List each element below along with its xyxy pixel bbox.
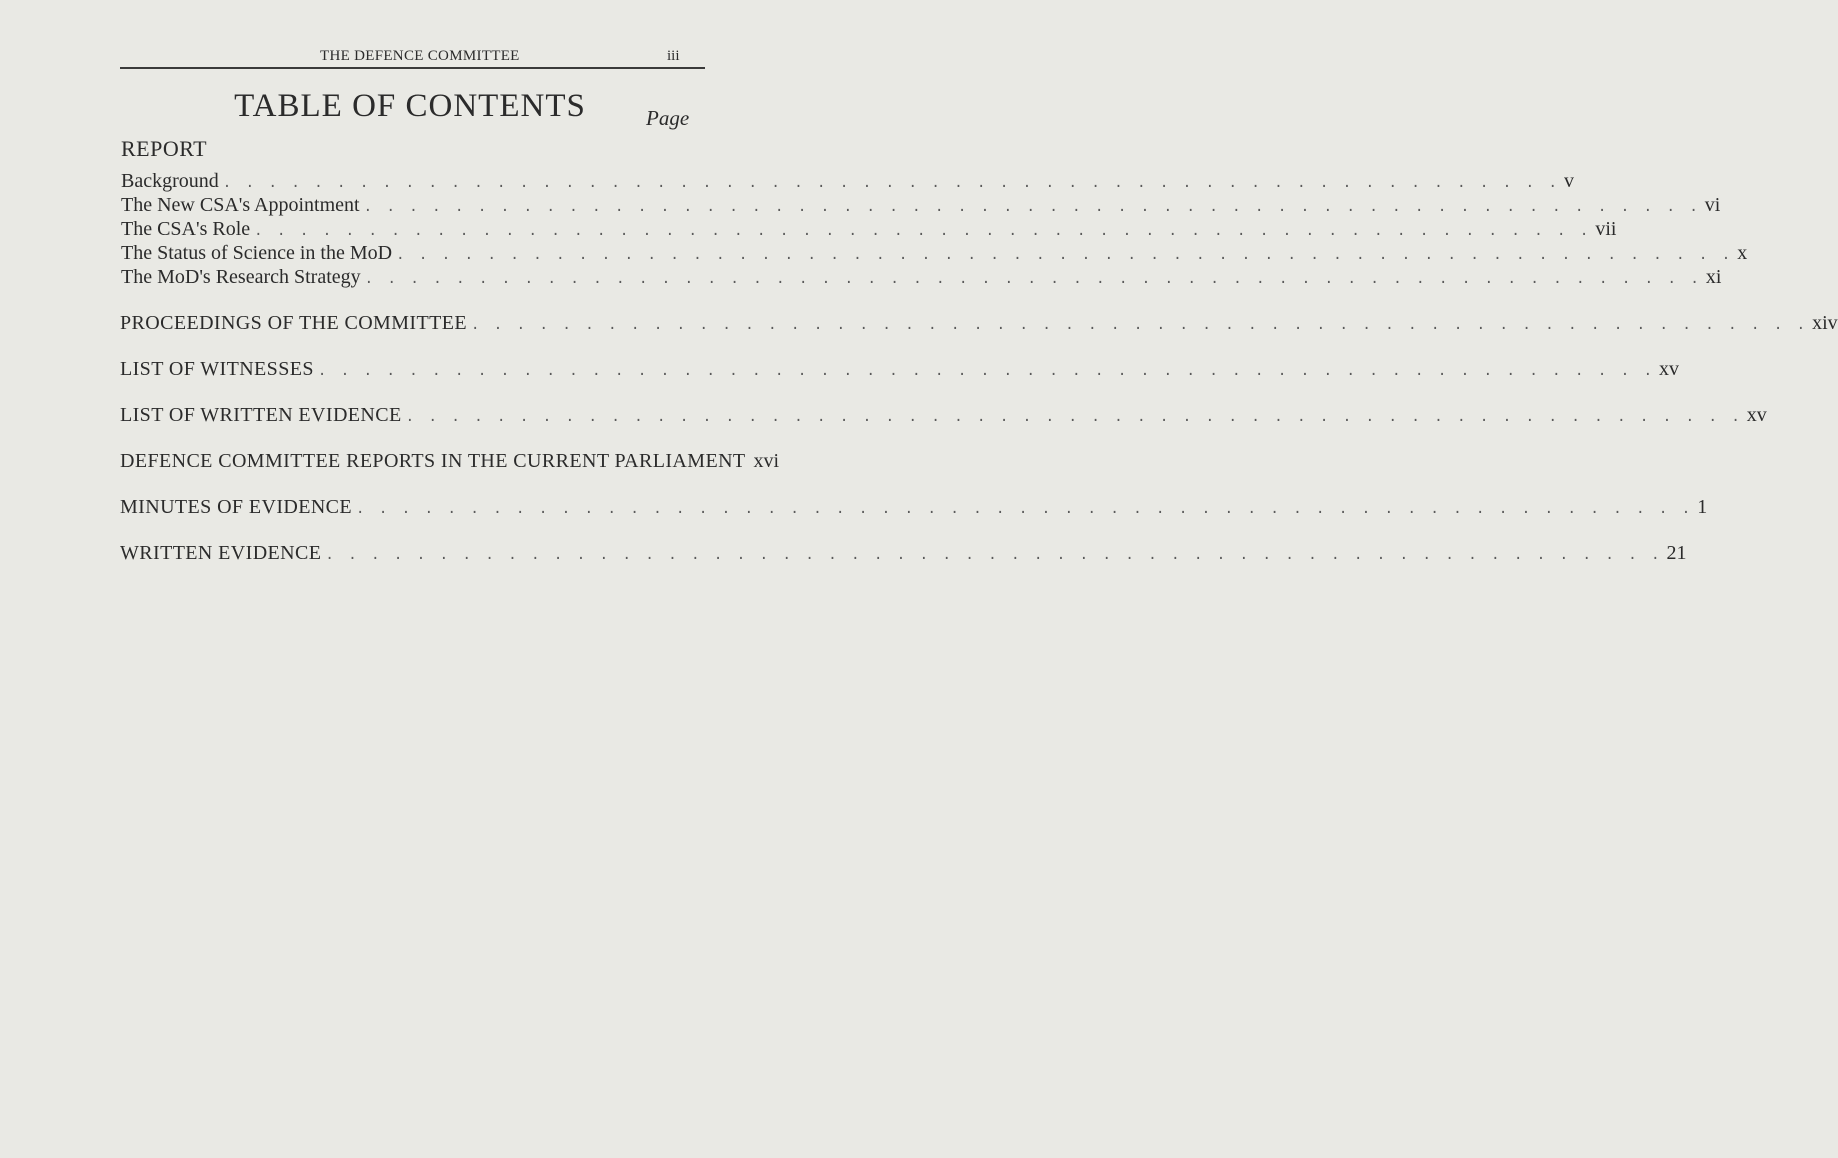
toc-entry-major[interactable]: [120, 496, 1708, 520]
toc-entry-title: WRITTEN EVIDENCE: [120, 542, 322, 564]
toc-entry[interactable]: [121, 242, 1748, 266]
running-title: THE DEFENCE COMMITTEE: [320, 48, 520, 64]
dot-leader: . . . . . . . . . . . . . . . . . . . . . . . . . . . . . . . . . . . . . . . . . . . . . . . . . . . . . . . . . . .: [254, 223, 1592, 239]
toc-entry-page: xvi: [753, 450, 780, 472]
toc-entry-page: xv: [1659, 358, 1680, 380]
toc-entry-major[interactable]: [120, 542, 1687, 566]
toc-entry-page: vii: [1595, 218, 1617, 240]
dot-leader: . . . . . . . . . . . . . . . . . . . . . . . . . . . . . . . . . . . . . . . . . . . . . . . . . . . . . . . . . . .: [325, 547, 1663, 563]
page-column-label: Page: [646, 106, 690, 130]
dot-leader: . . . . . . . . . . . . . . . . . . . . . . . . . . . . . . . . . . . . . . . . . . . . . . . . . . . . . . . . . . .: [396, 247, 1734, 263]
toc-entry-title: The Status of Science in the MoD: [121, 242, 393, 264]
toc-entry-major[interactable]: [120, 358, 1680, 382]
page-title: TABLE OF CONTENTS: [234, 88, 586, 124]
toc-entry-page: vi: [1704, 194, 1721, 216]
dot-leader: . . . . . . . . . . . . . . . . . . . . . . . . . . . . . . . . . . . . . . . . . . . . . . . . . . . . . . . . . . .: [364, 271, 1702, 287]
toc-entry-title: PROCEEDINGS OF THE COMMITTEE: [120, 312, 467, 334]
toc-entry-title: The MoD's Research Strategy: [121, 266, 361, 288]
toc-entry-page: v: [1563, 170, 1574, 192]
dot-leader: . . . . . . . . . . . . . . . . . . . . . . . . . . . . . . . . . . . . . . . . . . . . . . . . . . . . . . . . . . .: [317, 363, 1656, 379]
toc-entry-major[interactable]: [120, 312, 1838, 336]
dot-leader: . . . . . . . . . . . . . . . . . . . . . . . . . . . . . . . . . . . . . . . . . . . . . . . . . . . . . . . . . . .: [363, 199, 1701, 215]
toc-entry-title: LIST OF WITNESSES: [120, 358, 314, 380]
toc-entry[interactable]: [121, 266, 1722, 290]
page-number: iii: [667, 48, 680, 64]
toc-entry-page: xiv: [1812, 312, 1838, 334]
toc-entry-title: Background: [121, 170, 219, 192]
toc-entry[interactable]: [121, 194, 1721, 218]
dot-leader: . . . . . . . . . . . . . . . . . . . . . . . . . . . . . . . . . . . . . . . . . . . . . . . . . . . . . . . . . . .: [405, 409, 1743, 425]
running-head: [0, 48, 800, 68]
toc-entry[interactable]: [121, 170, 1574, 194]
toc-entry-page: 21: [1666, 542, 1687, 564]
toc-entry-title: The CSA's Role: [121, 218, 251, 240]
toc-entry-page: xv: [1746, 404, 1767, 426]
toc-entry-major[interactable]: [120, 450, 780, 474]
section-heading-report: REPORT: [121, 136, 208, 161]
toc-entry-page: x: [1737, 242, 1748, 264]
dot-leader: . . . . . . . . . . . . . . . . . . . . . . . . . . . . . . . . . . . . . . . . . . . . . . . . . . . . . . . . . . .: [356, 501, 1694, 517]
dot-leader: . . . . . . . . . . . . . . . . . . . . . . . . . . . . . . . . . . . . . . . . . . . . . . . . . . . . . . . . . . .: [470, 317, 1809, 333]
toc-entry-major[interactable]: [120, 404, 1767, 428]
toc-entry-page: 1: [1697, 496, 1708, 518]
toc-entry-title: LIST OF WRITTEN EVIDENCE: [120, 404, 402, 426]
toc-entry-title: The New CSA's Appointment: [121, 194, 360, 216]
toc-entry-title: MINUTES OF EVIDENCE: [120, 496, 353, 518]
header-rule: [120, 67, 705, 69]
toc-entry-title: DEFENCE COMMITTEE REPORTS IN THE CURRENT PARLIAMENT: [120, 450, 746, 472]
dot-leader: . . . . . . . . . . . . . . . . . . . . . . . . . . . . . . . . . . . . . . . . . . . . . . . . . . . . . . . . . . .: [222, 175, 1560, 191]
toc-entry[interactable]: [121, 218, 1617, 242]
toc-entry-page: xi: [1705, 266, 1722, 288]
